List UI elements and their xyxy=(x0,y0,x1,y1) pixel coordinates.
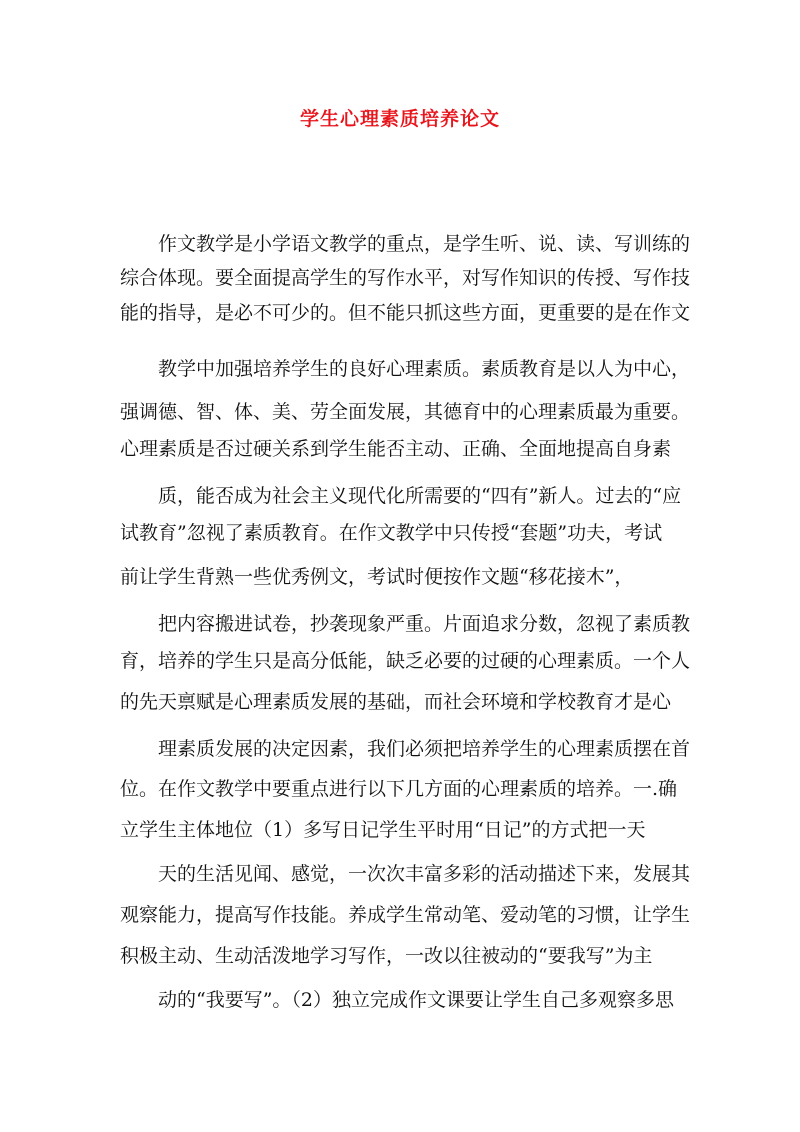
paragraph-line: 作文教学是小学语文教学的重点，是学生听、说、读、写训练的 xyxy=(158,233,690,255)
paragraph-line: 强调德、智、体、美、劳全面发展，其德育中的心理素质最为重要。 xyxy=(120,401,690,423)
paragraph-line: 质，能否成为社会主义现代化所需要的“四有”新人。过去的“应 xyxy=(158,485,682,507)
paragraph-line: 综合体现。要全面提高学生的写作水平，对写作知识的传授、写作技 xyxy=(120,267,690,289)
paragraph-line: 动的“我要写”。（2）独立完成作文课要让学生自己多观察多思 xyxy=(158,989,675,1011)
paragraph-line: 前让学生背熟一些优秀例文，考试时便按作文题“移花接木”， xyxy=(120,566,634,588)
paragraph-line: 立学生主体地位（1）多写日记学生平时用“日记”的方式把一天 xyxy=(120,819,646,841)
paragraph-line: 的先天禀赋是心理素质发展的基础，而社会环境和学校教育才是心 xyxy=(120,691,672,713)
document-title: 学生心理素质培养论文 xyxy=(299,108,500,130)
paragraph-line: 育，培养的学生只是高分低能，缺乏必要的过硬的心理素质。一个人 xyxy=(120,650,690,672)
paragraph-line: 教学中加强培养学生的良好心理素质。素质教育是以人为中心， xyxy=(158,358,690,380)
paragraph-line: 能的指导，是必不可少的。但不能只抓这些方面，更重要的是在作文 xyxy=(120,302,690,324)
paragraph-line: 积极主动、生动活泼地学习写作，一改以往被动的“要我写”为主 xyxy=(120,945,653,967)
paragraph-line: 试教育”忽视了素质教育。在作文教学中只传授“套题”功夫，考试 xyxy=(120,522,663,544)
paragraph-line: 观察能力，提高写作技能。养成学生常动笔、爱动笔的习惯，让学生 xyxy=(120,904,690,926)
paragraph-line: 理素质发展的决定因素，我们必须把培养学生的心理素质摆在首 xyxy=(158,738,690,760)
paragraph-line: 位。在作文教学中要重点进行以下几方面的心理素质的培养。一.确 xyxy=(120,778,678,800)
paragraph-line: 心理素质是否过硬关系到学生能否主动、正确、全面地提高自身素 xyxy=(120,438,672,460)
paragraph-line: 天的生活见闻、感觉，一次次丰富多彩的活动描述下来，发展其 xyxy=(158,863,690,885)
paragraph-line: 把内容搬进试卷，抄袭现象严重。片面追求分数，忽视了素质教 xyxy=(158,613,690,635)
